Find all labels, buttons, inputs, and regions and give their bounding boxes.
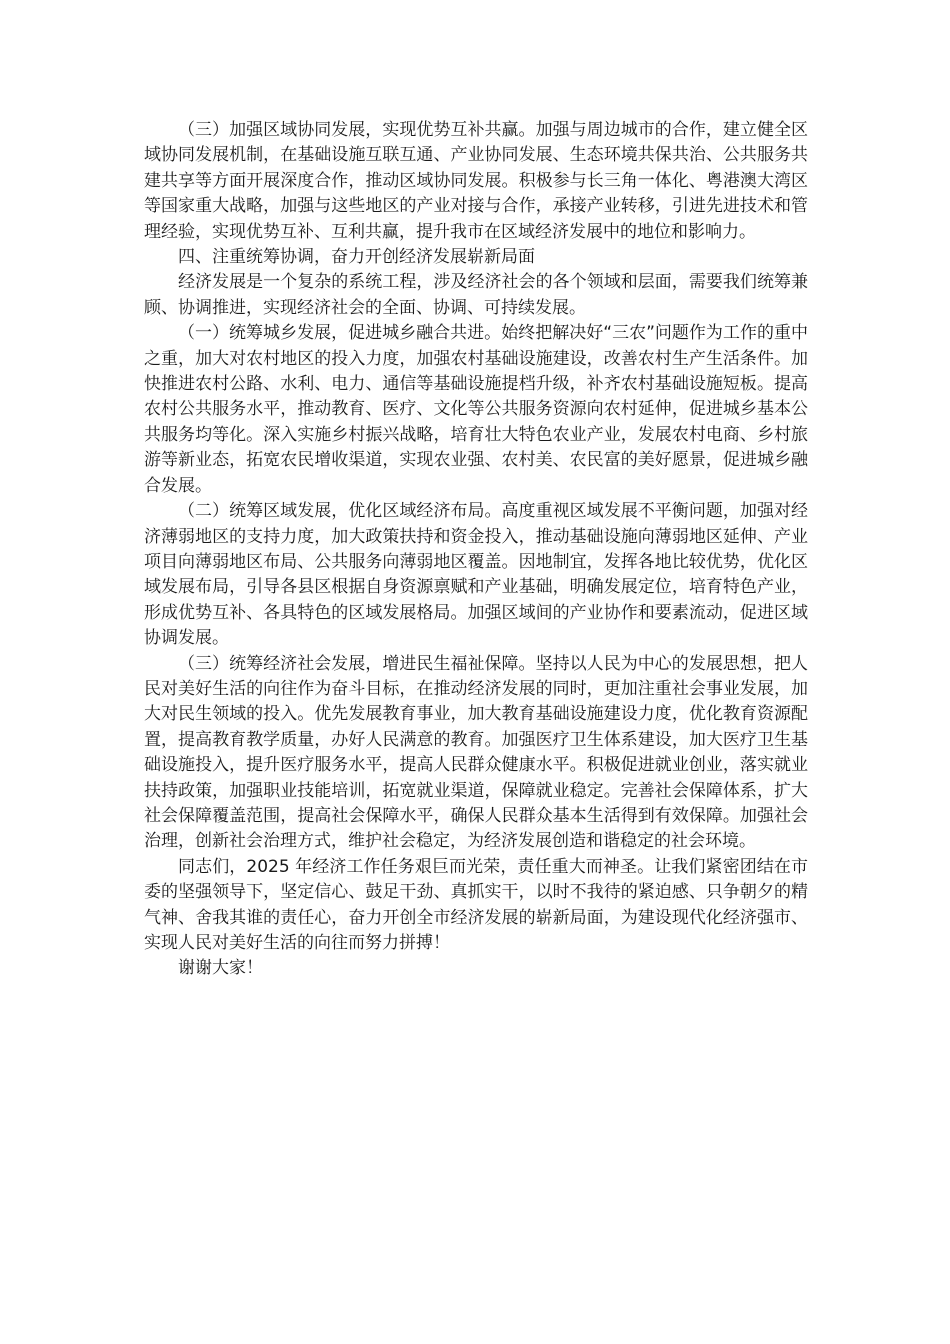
paragraph-economic-social: （三）统筹经济社会发展，增进民生福祉保障。坚持以人民为中心的发展思想，把人民对美好生活的向往作为奋斗目标，在推动经济发展的同时，更加注重社会事业发展，加大对民生领域的投入。优先发展教育事业，加大教育基础设施建设力度，优化教育资源配置，提高教育教学质量，办好人民满意的教育。加强医疗卫生体系建设，加大医疗卫生基础设施投入，提升医疗服务水平，提高人民群众健康水平。积极促进就业创业，落实就业扶持政策，加强职业技能培训，拓宽就业渠道，保障就业稳定。完善社会保障体系，扩大社会保障覆盖范围，提高社会保障水平，确保人民群众基本生活得到有效保障。加强社会治理，创新社会治理方式，维护社会稳定，为经济发展创造和谐稳定的社会环境。 xyxy=(144,653,808,852)
paragraph-regional-coordination: （三）加强区域协同发展，实现优势互补共赢。加强与周边城市的合作，建立健全区域协同发展机制，在基础设施互联互通、产业协同发展、生态环境共保共治、公共服务共建共享等方面开展深度合作，推动区域协同发展。积极参与长三角一体化、粤港澳大湾区等国家重大战略，加强与这些地区的产业对接与合作，承接产业转移，引进先进技术和管理经验，实现优势互补、互利共赢，提升我市在区域经济发展中的地位和影响力。 xyxy=(144,120,808,242)
paragraph-regional-development: （二）统筹区域发展，优化区域经济布局。高度重视区域发展不平衡问题，加强对经济薄弱地区的支持力度，加大政策扶持和资金投入，推动基础设施向薄弱地区延伸、产业项目向薄弱地区布局、公共服务向薄弱地区覆盖。因地制宜，发挥各地比较优势，优化区域发展布局，引导各县区根据自身资源禀赋和产业基础，明确发展定位，培育特色产业，形成优势互补、各具特色的区域发展格局。加强区域间的产业协作和要素流动，促进区域协调发展。 xyxy=(144,501,808,649)
section-heading: 四、注重统筹协调，奋力开创经济发展崭新局面 xyxy=(178,247,535,268)
paragraph-section-intro: 经济发展是一个复杂的系统工程，涉及经济社会的各个领域和层面，需要我们统筹兼顾、协调推进，实现经济社会的全面、协调、可持续发展。 xyxy=(144,272,808,318)
document-page xyxy=(144,118,808,982)
paragraph-urban-rural: （一）统筹城乡发展，促进城乡融合共进。始终把解决好“三农”问题作为工作的重中之重，加大对农村地区的投入力度，加强农村基础设施建设，改善农村生产生活条件。加快推进农村公路、水利、电力、通信等基础设施提档升级，补齐农村基础设施短板。提高农村公共服务水平，推动教育、医疗、文化等公共服务资源向农村延伸，促进城乡基本公共服务均等化。深入实施乡村振兴战略，培育壮大特色农业产业，发展农村电商、乡村旅游等新业态，拓宽农民增收渠道，实现农业强、农村美、农民富的美好愿景，促进城乡融合发展。 xyxy=(144,323,808,496)
paragraph-thanks: 谢谢大家！ xyxy=(178,958,263,979)
paragraph-closing: 同志们，2025 年经济工作任务艰巨而光荣，责任重大而神圣。让我们紧密团结在市委的坚强领导下，坚定信心、鼓足干劲、真抓实干，以时不我待的紧迫感、只争朝夕的精气神、舍我其谁的责任心，奋力开创全市经济发展的崭新局面，为建设现代化经济强市、实现人民对美好生活的向往而努力拼搏！ xyxy=(144,856,808,953)
